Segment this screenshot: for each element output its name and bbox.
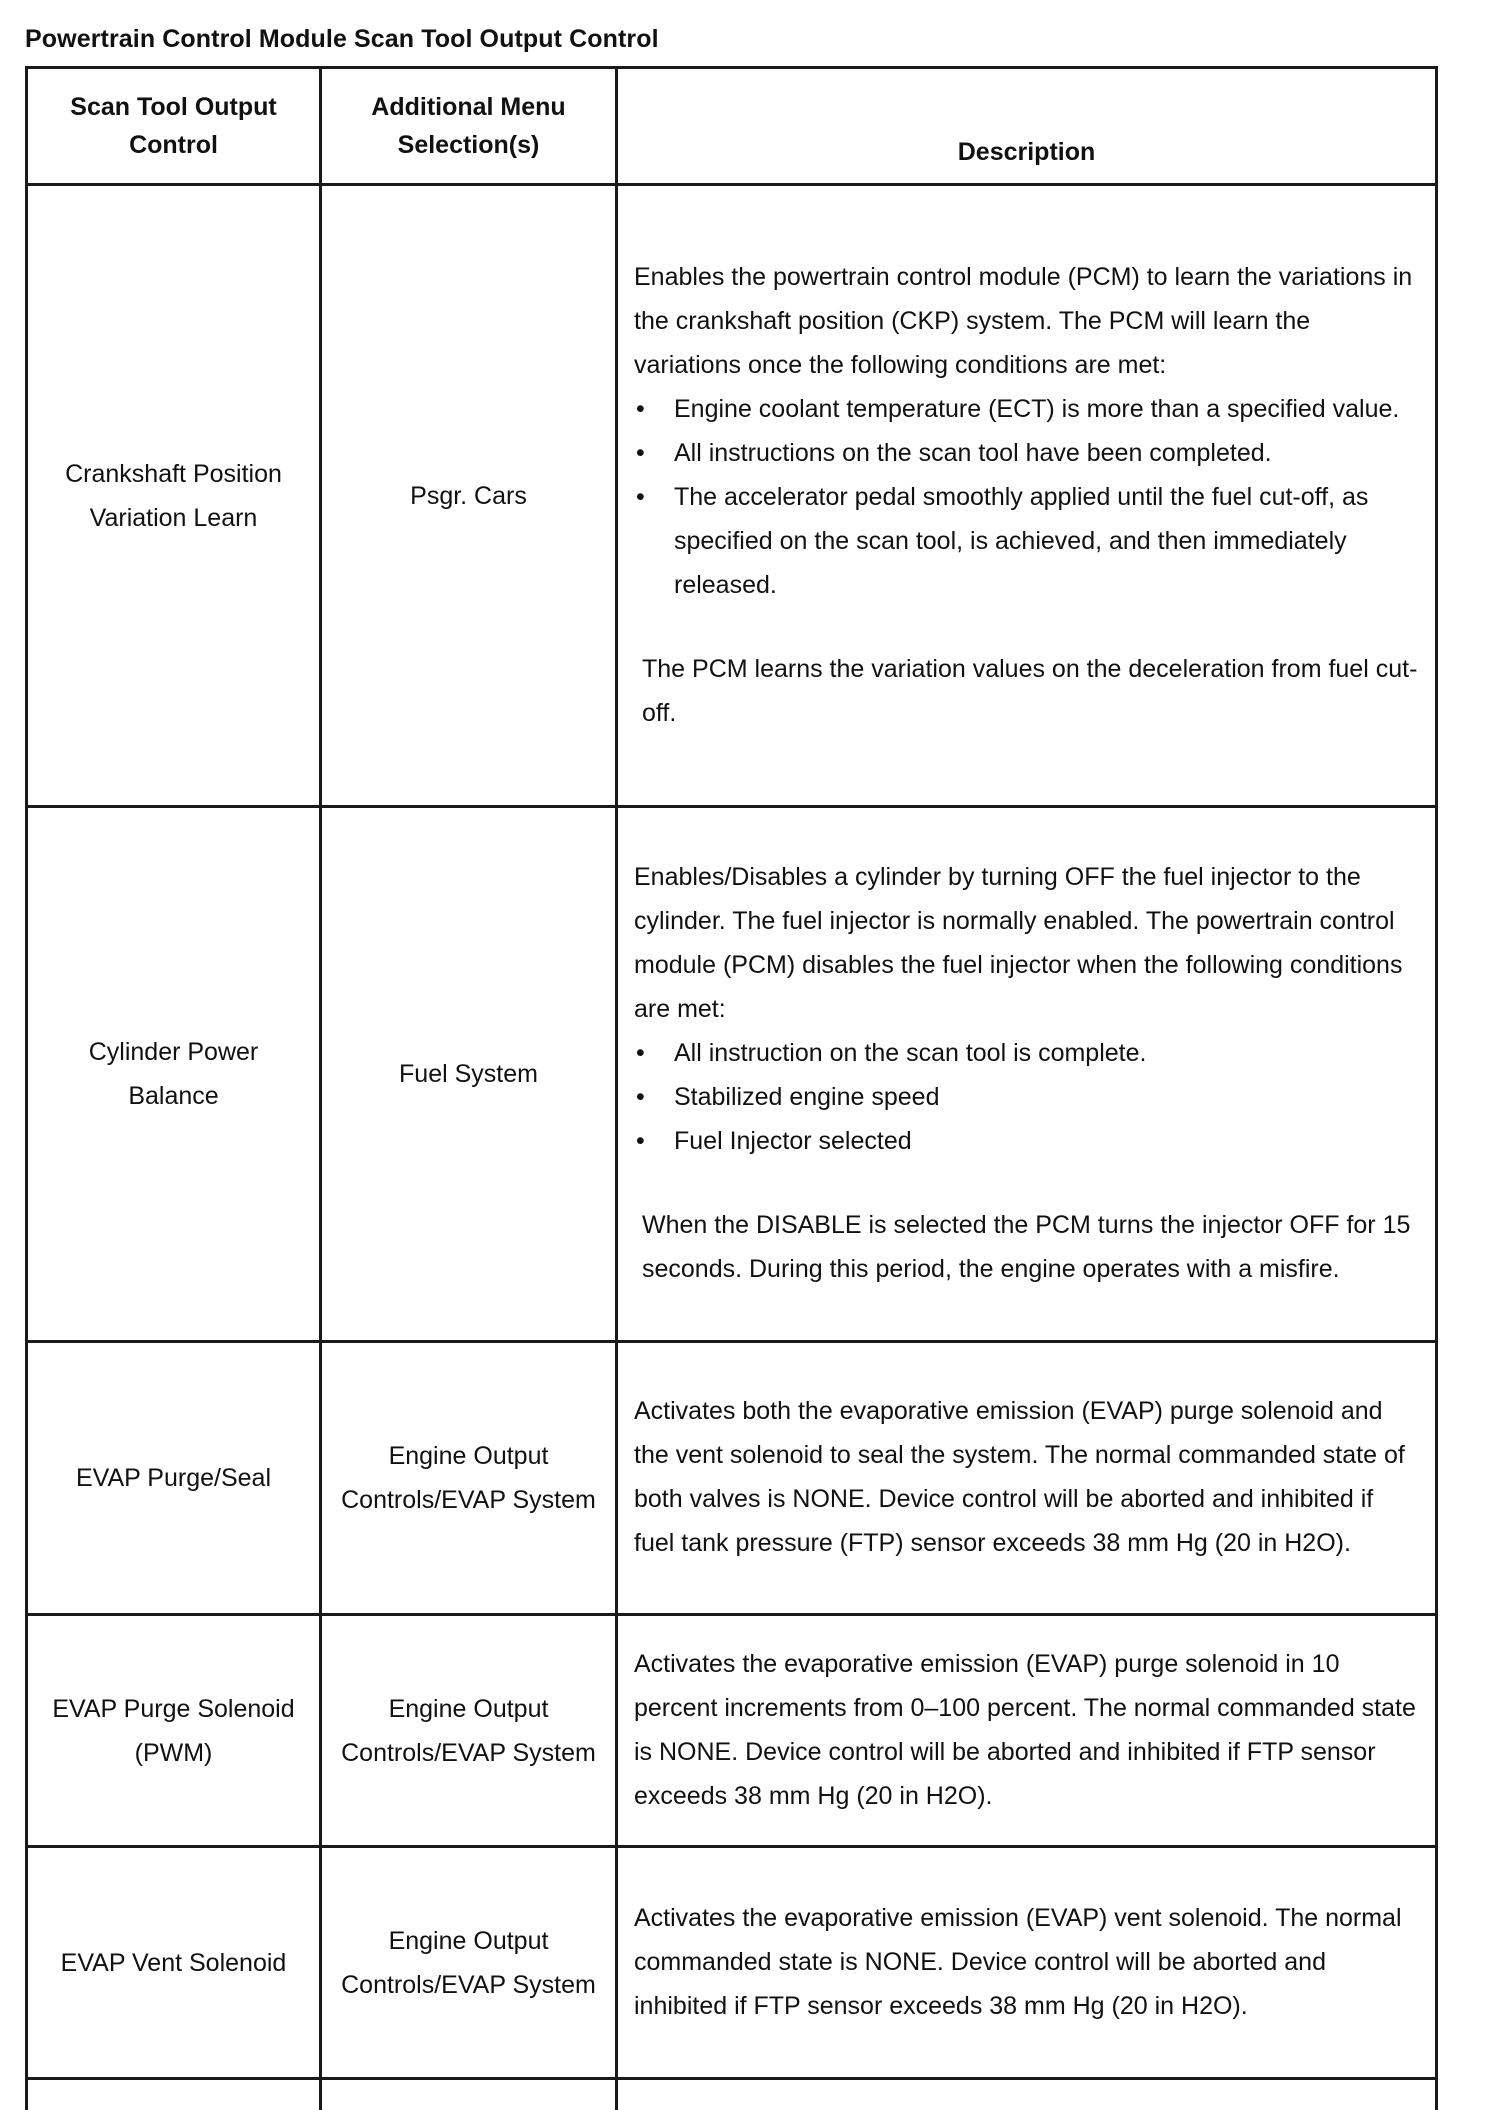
description-intro: Activates the evaporative emission (EVAP) vent solenoid. The normal commanded state is NONE. Device control will be aborted and inhibited if FTP sensor exceeds 38 mm Hg (20 in H2O). bbox=[634, 1896, 1419, 2028]
bullet-dot: • bbox=[636, 1031, 645, 1075]
table-row bbox=[27, 807, 1437, 1342]
header-menu-selection: Additional Menu Selection(s) bbox=[321, 68, 617, 185]
bullet-dot: • bbox=[636, 475, 645, 519]
output-control-name: Crankshaft Position Variation Learn bbox=[27, 185, 321, 807]
bullet-text: All instructions on the scan tool have been completed. bbox=[674, 439, 1272, 467]
table-row bbox=[27, 1342, 1437, 1615]
bullet-text: Engine coolant temperature (ECT) is more than a specified value. bbox=[674, 395, 1399, 423]
output-control-name: EVAP Purge Solenoid (PWM) bbox=[27, 1615, 321, 1847]
table-header-row bbox=[27, 68, 1437, 185]
description-cell bbox=[617, 1342, 1437, 1615]
description-cell bbox=[617, 1847, 1437, 2079]
table-row bbox=[27, 1847, 1437, 2079]
bullet-dot: • bbox=[636, 431, 645, 475]
menu-selection: Engine Output Controls/EVAP System bbox=[321, 1847, 617, 2079]
description-intro: Activates the evaporative emission (EVAP) purge solenoid in 10 percent increments from 0–100 percent. The normal commanded state is NONE. Device control will be aborted and inhibited if FTP sensor exceeds 38 mm Hg (20 in H2O). bbox=[634, 1642, 1419, 1818]
description-intro: Enables the powertrain control module (PCM) to learn the variations in the crankshaft position (CKP) system. The PCM will learn the variations once the following conditions are met: bbox=[634, 255, 1419, 387]
header-output-control: Scan Tool Output Control bbox=[27, 68, 321, 185]
description-cell bbox=[617, 185, 1437, 807]
output-control-name: Cylinder Power Balance bbox=[27, 807, 321, 1342]
bullet-dot: • bbox=[636, 1119, 645, 1163]
description-note: The PCM learns the variation values on the deceleration from fuel cut-off. bbox=[634, 647, 1419, 735]
output-control-name: EVAP Vent Solenoid bbox=[27, 1847, 321, 2079]
condition-bullet bbox=[634, 431, 1419, 475]
condition-bullet bbox=[634, 475, 1419, 607]
table-row bbox=[27, 185, 1437, 807]
continued-cell bbox=[321, 2079, 617, 2110]
menu-selection: Engine Output Controls/EVAP System bbox=[321, 1342, 617, 1615]
table-row bbox=[27, 1615, 1437, 1847]
table-row-continued bbox=[27, 2079, 1437, 2110]
bullet-text: Stabilized engine speed bbox=[674, 1083, 939, 1111]
description-note: When the DISABLE is selected the PCM turns the injector OFF for 15 seconds. During this period, the engine operates with a misfire. bbox=[634, 1203, 1419, 1291]
bullet-text: The accelerator pedal smoothly applied until the fuel cut-off, as specified on the scan tool, is achieved, and then immediately released. bbox=[674, 483, 1368, 599]
output-control-table bbox=[25, 66, 1438, 2110]
condition-bullet bbox=[634, 1075, 1419, 1119]
description-intro: Activates both the evaporative emission (EVAP) purge solenoid and the vent solenoid to seal the system. The normal commanded state of both valves is NONE. Device control will be aborted and inhibited if fuel tank pressure (FTP) sensor exceeds 38 mm Hg (20 in H2O). bbox=[634, 1389, 1419, 1565]
menu-selection: Psgr. Cars bbox=[321, 185, 617, 807]
document-title: Powertrain Control Module Scan Tool Output Control bbox=[25, 25, 659, 54]
condition-bullet bbox=[634, 387, 1419, 431]
header-description: Description bbox=[617, 68, 1437, 185]
description-cell bbox=[617, 1615, 1437, 1847]
menu-selection: Fuel System bbox=[321, 807, 617, 1342]
menu-selection: Engine Output Controls/EVAP System bbox=[321, 1615, 617, 1847]
continued-cell bbox=[27, 2079, 321, 2110]
description-cell bbox=[617, 807, 1437, 1342]
continued-cell bbox=[617, 2079, 1437, 2110]
condition-bullet bbox=[634, 1119, 1419, 1163]
bullet-text: All instruction on the scan tool is complete. bbox=[674, 1039, 1146, 1067]
bullet-dot: • bbox=[636, 1075, 645, 1119]
bullet-text: Fuel Injector selected bbox=[674, 1127, 912, 1155]
description-intro: Enables/Disables a cylinder by turning OFF the fuel injector to the cylinder. The fuel injector is normally enabled. The powertrain control module (PCM) disables the fuel injector when the following conditions are met: bbox=[634, 855, 1419, 1031]
output-control-name: EVAP Purge/Seal bbox=[27, 1342, 321, 1615]
condition-bullet bbox=[634, 1031, 1419, 1075]
bullet-dot: • bbox=[636, 387, 645, 431]
